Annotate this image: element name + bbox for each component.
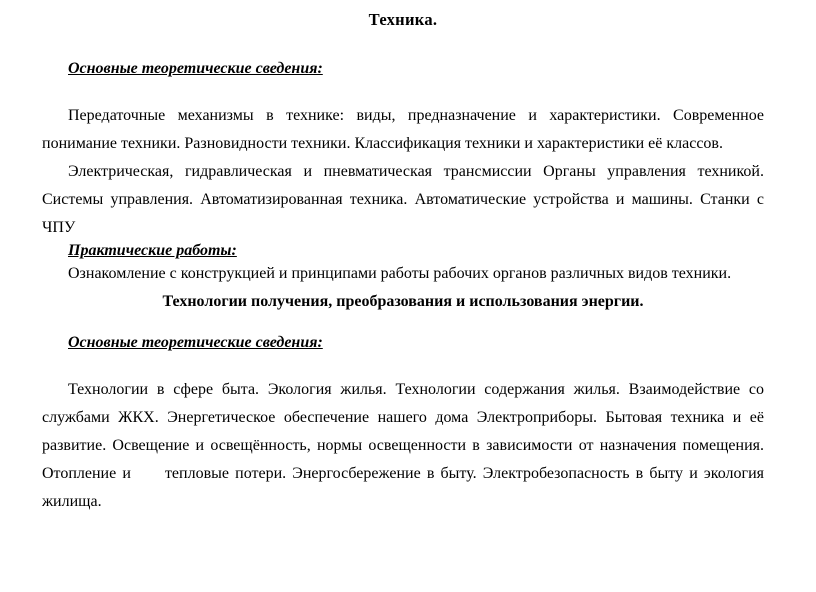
page-title: Техника. (368, 10, 438, 29)
paragraph-household-technologies-part1: Технологии в сфере быта. Экология жилья. Технологии содержания жилья. Взаимодействие со службами ЖКХ. Энергетическое обеспечение нашего дома Электроприборы. Бытовая техника и её развитие. Освещение и освещённость, нормы освещенности в зависимости от назначения помещения. Отопление и (42, 381, 764, 482)
center-heading-energy: Технологии получения, преобразования и использования энергии. (162, 293, 644, 310)
spacer (42, 316, 764, 334)
paragraph-household-technologies (42, 376, 764, 516)
paragraph-transmission-mechanisms: Передаточные механизмы в технике: виды, предназначение и характеристики. Современное понимание техники. Разновидности техники. Классификация техники и характеристики её классов. (42, 107, 764, 152)
section-heading-theory-2: Основные теоретические сведения: (68, 334, 323, 351)
paragraph-household-technologies-part2: тепловые потери. Энергосбережение в быту. Электробезопасность в быту и экология жилища. (42, 465, 765, 510)
paragraph-practical-works: Ознакомление с конструкцией и принципами работы рабочих органов различных видов техники. (68, 265, 732, 282)
paragraph-transmissions-controls: Электрическая, гидравлическая и пневматическая трансмиссии Органы управления техникой. Системы управления. Автоматизированная техника. Автоматические устройства и машины. Станки с ЧПУ (42, 163, 764, 236)
section-heading-practical-works: Практические работы: (68, 242, 237, 259)
section-heading-theory-1: Основные теоретические сведения: (68, 60, 323, 77)
